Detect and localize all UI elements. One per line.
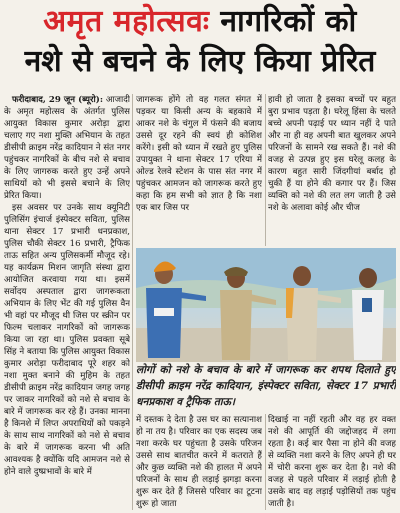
article-column-2-top (136, 94, 262, 246)
paragraph: में दस्तक दे देता है उस घर का सत्यानाश हो ना तय है। परिवार का एक सदस्य जब नशा करके घर पहुंचता है उसके परिजन उससे साथ बातचीत करने में कतराते हैं और कुछ व्यक्ति नशे की हालत में अपने परिजनों के साथ ही लड़ाई झगड़ा करना शुरू कर देते हैं जिससे परिवार का टूटना शुरू हो जाता (136, 415, 262, 509)
photo-caption: लोगों को नशे के बचाव के बारे में जागरूक कर शपथ दिलाते हुए डीसीपी क्राइम नरेंद्र कादियान, इंस्पेक्टर सविता, सेक्टर 17 प्रभारी धनप्रकाश व ट्रैफिक ताऊ। (136, 364, 396, 408)
article-column-3-bottom (268, 414, 396, 510)
headline-tag: अमृत महोत्सवः (43, 4, 210, 39)
paragraph: इस अवसर पर उनके साथ क्यूनिटी पुलिसिंग इंचार्ज इंस्पेक्टर सविता, पुलिस थाना सेक्टर 17 प्रभारी धनप्रकाश, पुलिस चौकी सेक्टर 16 प्रभारी, ट्रैफिक ताऊ सहित अन्य पुलिसकर्मी मौजूद रहे। यह कार्यक्रम मिशन जागृति संस्था द्वारा आयोजित करवाया गया था। इसमें सर्वोदय अस्पताल द्वारा जागरूकता अभियान के लिए भेंट की गई पुलिस वैन भी वहां पर मौजूद थी जिस पर स्क्रीन पर फिल्म चलाकर नागरिकों को जागरूक किया जा रहा था। पुलिस प्रवक्ता सूबे सिंह ने बताया कि पुलिस आयुक्त विकास कुमार अरोड़ा फरीदाबाद पूरे शहर को नशा मुक्त बनाने की मुहिम के तहत डीसीपी क्राइम नरेंद्र कादियान जगह जगह पर जाकर नागरिकों को नशे से बचाव के बारे में जागरूक कर रहे हैं। उनका मानना है किनशे में लिप्त अपराधियों को पकड़ने के साथ साथ नागरिकों को नशे से बचाव के बारे में जागरूक करना भी अति आवश्यक है क्योंकि यदि आमजन नशे से होने वाले दुष्प्रभावों के बारे में (4, 203, 130, 477)
paragraph: हावी हो जाता है इसका बच्चों पर बहुत बुरा प्रभाव पड़ता है। घरेलू हिंसा के चलते बच्चे अपनी पढ़ाई पर ध्यान नहीं दे पाते और ना ही वह अपनी बात खुलकर अपने परिजनों के सामने रख सकते हैं। नशे की वजह से उत्पन्न हुए इस घरेलू कलह के कारण बहुत सारी जिंदगीयां बर्बाद हो चुकी हैं या होने की कगार पर हैं। जिस व्यक्ति को नशे की लत लग जाती है उसे नशे के अलावा कोई और चीज (268, 95, 396, 213)
headline-line-2: नशे से बचने के लिए किया प्रेरित (24, 44, 376, 79)
article-column-2-bottom (136, 414, 262, 510)
headline-text-1: नागरिकों को (220, 4, 357, 39)
news-photo (136, 248, 396, 362)
article-column-1 (4, 94, 130, 510)
paragraph: आजादी के अमृत महोत्सव के अंतर्गत पुलिस आयुक्त विकास कुमार अरोड़ा द्वारा चलाए गए नशा मुक्ति अभियान के तहत डीसीपी क्राइम नरेंद्र कादियान ने संत नगर पहुंचकर नागरिकों के बीच नशे से बचाव के लिए जागरुक करते हुए उन्हें अपने साथियों को भी इससे बचाने के लिए प्रेरित किया। (4, 95, 130, 201)
paragraph: दिखाई ना नहीं रहती और वह हर वक्त नशे की आपूर्ति की जद्दोजहद में लगा रहता है। कई बार पैसा ना होने की वजह से व्यक्ति नशा करने के लिए अपने ही घर में चोरी करना शुरू कर देता है। नशे की वजह से पहले परिवार में लड़ाई होती है उसके बाद वह लड़ाई पड़ोसियों तक पहुंच जाती है। (268, 415, 396, 509)
headline-line-1 (0, 4, 400, 40)
paragraph: जागरूक होंगे तो वह गलत संगत में पड़कर या किसी अन्य के बहकावे में आकर नशे के चंगुल में फंसने की बजाय उससे दूर रहने की स्वयं ही कोशिश करेंगे। इसी को ध्यान में रखते हुए पुलिस उपायुक्त ने थाना सेक्टर 17 एरिया में ओल्ड रेलवे स्टेशन के पास संत नगर में पहुंचकर आमजन को जागरूक करते हुए कहा कि हम सभी को ज्ञात है कि नशा एक बार जिस पर (136, 95, 262, 213)
dateline: फरीदाबाद, 29 जून (ब्यूरो): (12, 95, 104, 105)
column-divider (265, 414, 266, 510)
column-divider (265, 94, 266, 246)
article-column-3-top (268, 94, 396, 246)
column-divider (132, 94, 133, 510)
